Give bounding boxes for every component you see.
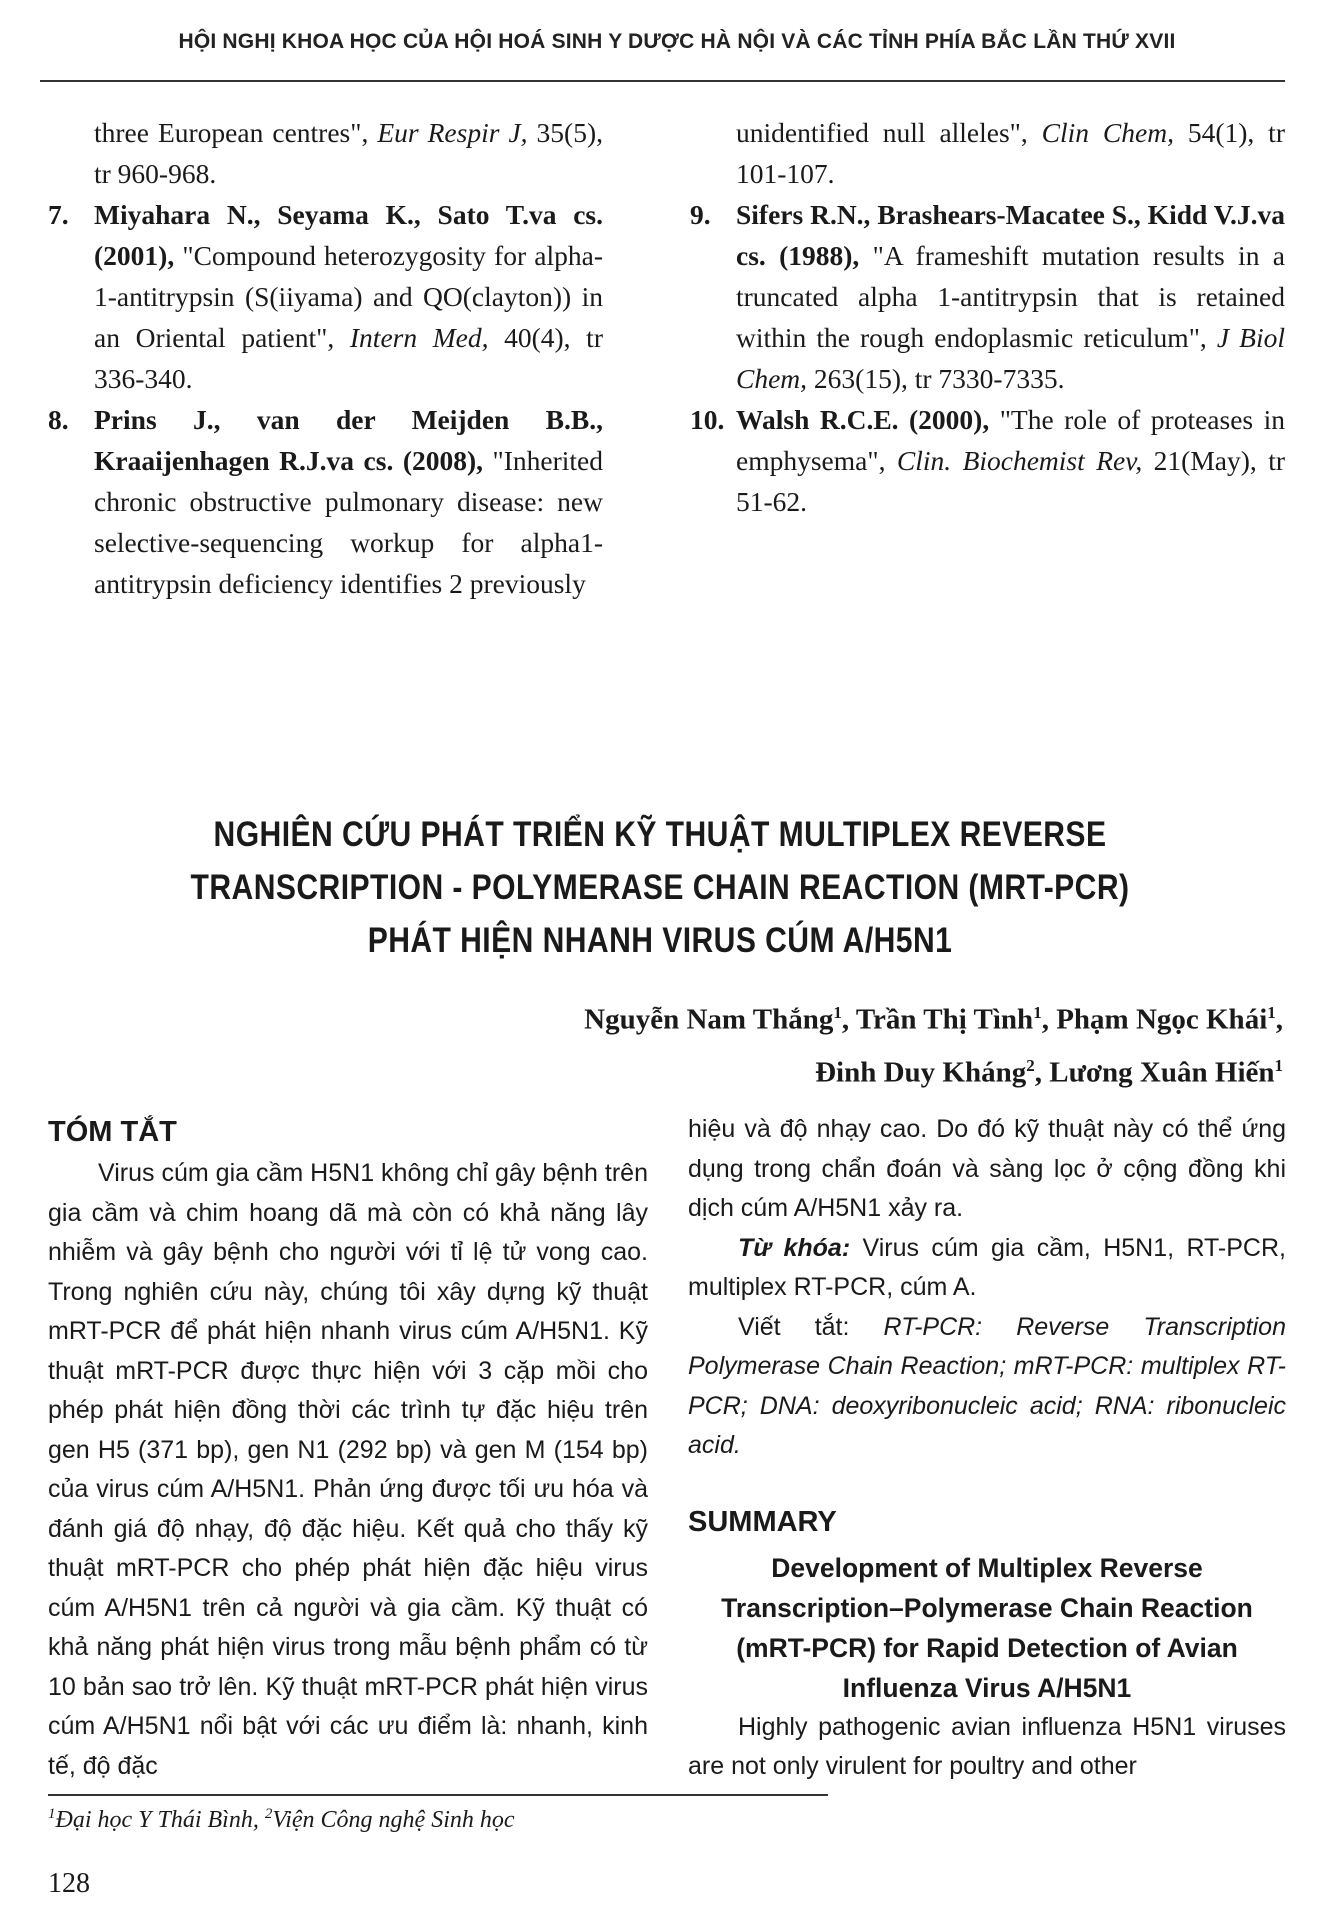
reference-number: 9. <box>690 199 711 230</box>
reference-number: 7. <box>48 199 69 230</box>
keywords <box>688 1229 1286 1308</box>
reference-authors: Sifers R.N., Brashears-Macatee S., Kidd V.J.va cs. (1988), <box>736 199 1285 271</box>
affiliation-text: Viện Công nghệ Sinh học <box>272 1807 515 1833</box>
abstract-column <box>48 1110 648 1786</box>
author-affiliation-mark: 1 <box>1033 1003 1042 1022</box>
abstract-text-continued: hiệu và độ nhạy cao. Do đó kỹ thuật này có thể ứng dụng trong chẩn đoán và sàng lọc ở cộng đồng khi dịch cúm A/H5N1 xảy ra. <box>688 1115 1286 1222</box>
author-separator: , <box>841 1003 856 1036</box>
reference-item <box>48 194 603 399</box>
reference-authors: Miyahara N., Seyama K., Sato T.va cs. (2001), <box>94 199 603 271</box>
author-name: Đinh Duy Kháng <box>815 1056 1027 1089</box>
author-separator: , <box>1041 1003 1057 1036</box>
reference-item <box>48 399 603 604</box>
footnote-rule <box>48 1794 828 1796</box>
reference-tail: 35(5), tr 960-968. <box>94 117 603 189</box>
header-rule <box>40 80 1285 82</box>
abbreviations-label: Viết tắt: <box>738 1312 884 1341</box>
author-affiliation-mark: 2 <box>1026 1055 1035 1075</box>
author-name: Trần Thị Tình <box>855 1003 1034 1036</box>
author-separator: , <box>1275 1003 1283 1036</box>
reference-tail: 40(4), tr 336-340. <box>94 322 603 394</box>
reference-item <box>48 112 603 194</box>
article-title-line: NGHIÊN CỨU PHÁT TRIỂN KỸ THUẬT MULTIPLEX REVERSE <box>213 815 1107 854</box>
abstract-heading: TÓM TẮT <box>48 1116 177 1148</box>
summary-column <box>688 1110 1286 1787</box>
abstract-text: Virus cúm gia cầm H5N1 không chỉ gây bệnh trên gia cầm và chim hoang dã mà còn có khả năng lây nhiễm và gây bệnh cho người với tỉ lệ tử vong cao. Trong nghiên cứu này, chúng tôi xây dựng kỹ thuật mRT-PCR để phát hiện nhanh virus cúm A/H5N1. Kỹ thuật mRT-PCR được thực hiện với 3 cặp mồi cho phép phát hiện đồng thời các trình tự đặc hiệu trên gen H5 (371 bp), gen N1 (292 bp) và gen M (154 bp) của virus cúm A/H5N1. Phản ứng được tối ưu hóa và đánh giá độ nhạy, độ đặc hiệu. Kết quả cho thấy kỹ thuật mRT-PCR cho phép phát hiện đặc hiệu virus cúm A/H5N1 trên cả người và gia cầm. Kỹ thuật có khả năng phát hiện virus trong mẫu bệnh phẩm có từ 10 bản sao trở lên. Kỹ thuật mRT-PCR phát hiện virus cúm A/H5N1 nổi bật với các ưu điểm là: nhanh, kinh tế, độ đặc <box>48 1159 648 1780</box>
reference-text: "Compound heterozygosity for alpha-1-antitrypsin (S(iiyama) and QO(clayton)) in an Oriental patient", <box>94 240 603 353</box>
reference-journal: Eur Respir J, <box>377 117 528 148</box>
footnote-affiliations <box>48 1806 515 1834</box>
author-name: Phạm Ngọc Khái <box>1056 1003 1268 1036</box>
page-number: 128 <box>48 1868 90 1899</box>
reference-item <box>690 399 1285 522</box>
reference-text: three European centres", <box>94 117 378 148</box>
affiliation-text: Đại học Y Thái Bình, <box>55 1807 265 1833</box>
affiliation-mark: 1 <box>48 1806 56 1822</box>
author-name: Nguyễn Nam Thắng <box>584 1003 834 1036</box>
summary-title: Development of Multiplex Reverse Transcription–Polymerase Chain Reaction (mRT-PCR) for Rapid Detection of Avian Influenza Virus A/H5N1 <box>721 1552 1253 1703</box>
summary-text: Highly pathogenic avian influenza H5N1 viruses are not only virulent for poultry and other <box>688 1712 1286 1780</box>
reference-journal: J Biol Chem, <box>736 322 1285 394</box>
article-title-line: PHÁT HIỆN NHANH VIRUS CÚM A/H5N1 <box>367 921 953 960</box>
references-right-column <box>690 112 1285 522</box>
references-left-column <box>48 112 603 604</box>
author-affiliation-mark: 1 <box>1274 1055 1283 1075</box>
reference-item <box>690 194 1285 399</box>
affiliation-mark: 2 <box>264 1806 273 1822</box>
authors-line <box>383 990 1283 1043</box>
abbreviations <box>688 1308 1286 1466</box>
reference-authors: Prins J., van der Meijden B.B., Kraaijenhagen R.J.va cs. (2008), <box>94 404 603 476</box>
author-affiliation-mark: 1 <box>833 1003 842 1022</box>
article-authors <box>383 990 1283 1095</box>
reference-journal: Clin Chem, <box>1041 117 1174 148</box>
author-separator: , <box>1034 1056 1050 1089</box>
article-title-line: TRANSCRIPTION - POLYMERASE CHAIN REACTION (MRT-PCR) <box>190 868 1130 907</box>
article-title <box>178 808 1141 967</box>
reference-text: "The role of proteases in emphysema", <box>736 404 1285 476</box>
reference-text: "Inherited chronic obstructive pulmonary disease: new selective-sequencing workup for alpha1-antitrypsin deficiency identifies 2 previously <box>94 445 603 599</box>
reference-authors: Walsh R.C.E. (2000), <box>736 404 990 435</box>
reference-tail: 54(1), tr 101-107. <box>736 117 1285 189</box>
reference-journal: Clin. Biochemist Rev, <box>896 445 1143 476</box>
author-affiliation-mark: 1 <box>1267 1003 1276 1022</box>
reference-number: 8. <box>48 404 69 435</box>
keywords-label: Từ khóa: <box>738 1233 851 1262</box>
reference-tail: 263(15), tr 7330-7335. <box>807 363 1065 394</box>
author-name: Lương Xuân Hiến <box>1049 1056 1275 1089</box>
authors-line <box>383 1043 1283 1096</box>
reference-tail: 21(May), tr 51-62. <box>736 445 1286 517</box>
abbreviations-text: RT-PCR: Reverse Transcription Polymerase Chain Reaction; mRT-PCR: multiplex RT-PCR; DNA: deoxyribonucleic acid; RNA: ribonucleic acid. <box>688 1312 1286 1459</box>
reference-text: "A frameshift mutation results in a truncated alpha 1-antitrypsin that is retained within the rough endoplasmic reticulum", <box>736 240 1285 353</box>
keywords-text: Virus cúm gia cầm, H5N1, RT-PCR, multiplex RT-PCR, cúm A. <box>688 1233 1286 1301</box>
reference-journal: Intern Med, <box>349 322 489 353</box>
summary-heading: SUMMARY <box>688 1505 837 1538</box>
reference-item <box>690 112 1285 194</box>
running-header: HỘI NGHỊ KHOA HỌC CỦA HỘI HOÁ SINH Y DƯỢC HÀ NỘI VÀ CÁC TỈNH PHÍA BẮC LẦN THỨ XVII <box>178 30 1176 53</box>
reference-number: 10. <box>690 404 725 435</box>
reference-text: unidentified null alleles", <box>736 117 1042 148</box>
